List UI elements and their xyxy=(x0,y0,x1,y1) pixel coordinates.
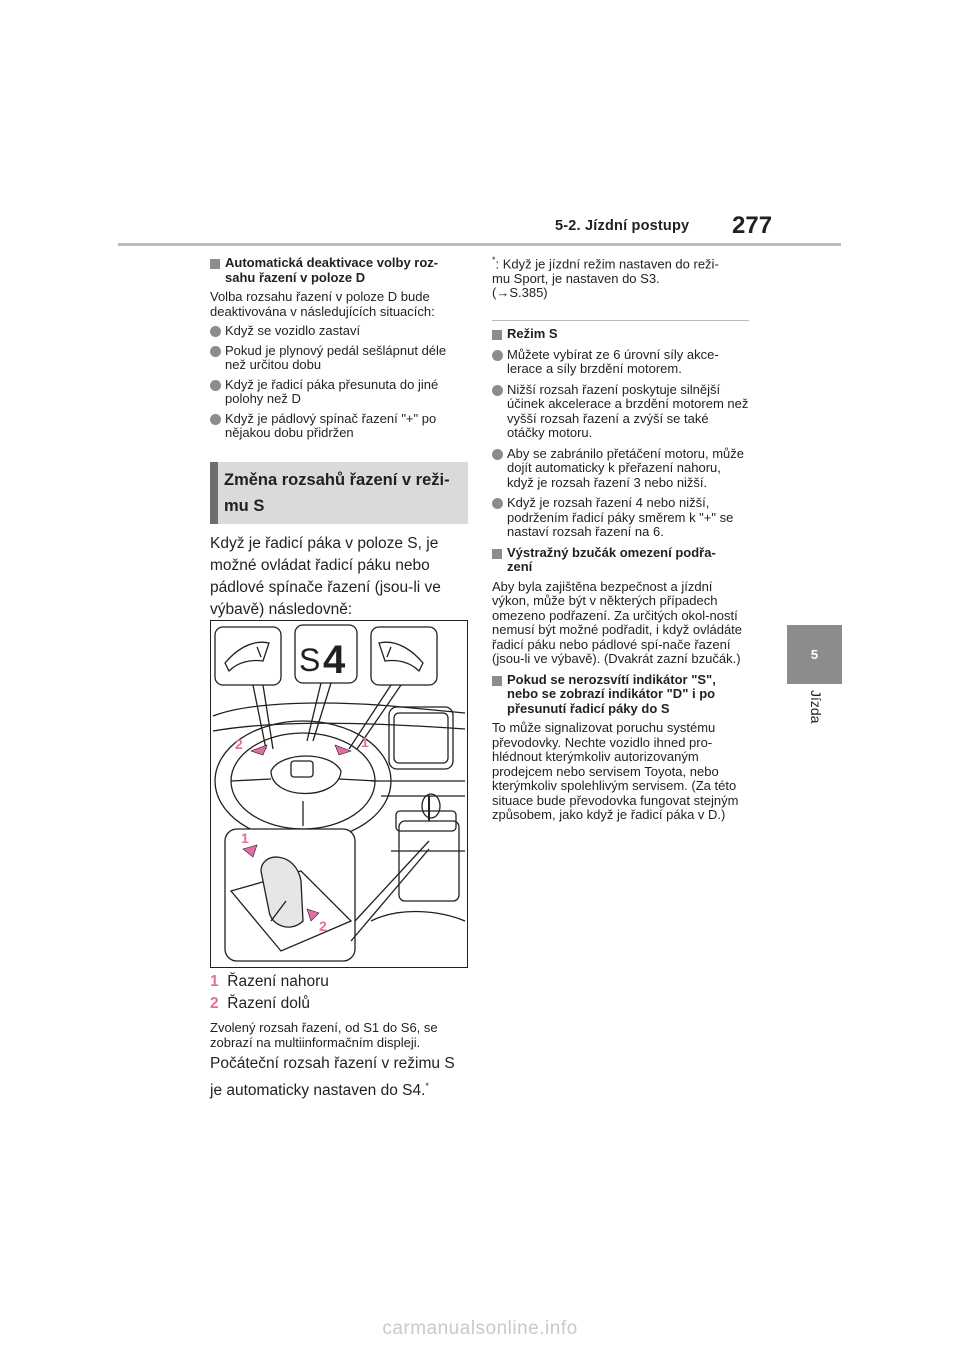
paddle-label-up: 1 xyxy=(361,734,369,750)
legend-item xyxy=(210,993,468,1015)
chapter-label xyxy=(806,690,826,750)
paragraph-deactivation: Volba rozsahu řazení v poloze D bude deaktivována v následujících situacích: xyxy=(210,289,435,319)
final-text: Počáteční rozsah řazení v režimu S je automaticky nastaven do S4. xyxy=(210,1055,455,1100)
lever-label-down: 2 xyxy=(319,918,327,934)
intro-paragraph: Když je řadicí páka v poloze S, je možné ovládat řadicí páku nebo pádlové spínače řazení (jsou-li ve výbavě) následovně: xyxy=(210,535,441,618)
footnote-separator xyxy=(492,320,749,321)
legend-text: Řazení nahoru xyxy=(227,973,329,990)
footnote-text: : Když je jízdní režim nastaven do reži- mu Sport, je nastaven do S3. (→S.385) xyxy=(492,256,719,301)
list-item: Když je řadicí páka přesunuta do jiné polohy než D xyxy=(210,378,468,407)
section-title: 5-2. Jízdní postupy xyxy=(555,218,690,234)
footnote-mark: * xyxy=(492,255,496,265)
legend-text: Řazení dolů xyxy=(227,995,310,1012)
heading-indicator: Pokud se nerozsvítí indikátor "S", nebo se zobrazí indikátor "D" i po přesunutí řadicí páky do S xyxy=(492,673,749,717)
chapter-tab: 5 xyxy=(787,625,842,684)
list-item: Když je pádlový spínač řazení "+" po nějakou dobu přidržen xyxy=(210,412,468,441)
final-paragraph xyxy=(210,1053,468,1102)
header-rule xyxy=(118,243,841,246)
shift-illustration xyxy=(210,620,468,968)
shift-illustration-drawing xyxy=(211,621,467,967)
list-item: Pokud je plynový pedál sešlápnut déle než určitou dobu xyxy=(210,344,468,373)
legend-number: 1 xyxy=(210,973,219,990)
list-item: Když se vozidlo zastaví xyxy=(210,324,468,339)
footnote-marker: * xyxy=(425,1081,429,1091)
display-gear-number: 4 xyxy=(323,638,346,682)
list-item: Nižší rozsah řazení poskytuje silnější účinek akcelerace a brzdění motorem než vyšší rozsah řazení a zvýší se také otáčky motoru. xyxy=(492,383,749,441)
page-number: 277 xyxy=(732,212,773,239)
paragraph-indicator: To může signalizovat poruchu systému převodovky. Nechte vozidlo ihned pro-hlédnout kterýmkoliv autorizovaným prodejcem nebo servisem Toyota, nebo kterýmkoliv spolehlivým servisem. (Za této situace bude převodovka fungovat stejným způsobem, jako když je řadicí páka v D.) xyxy=(492,720,739,822)
note-paragraph: Zvolený rozsah řazení, od S1 do S6, se zobrazí na multiinformačním displeji. xyxy=(210,1020,438,1050)
lever-label-up: 1 xyxy=(241,830,249,846)
legend-number: 2 xyxy=(210,995,219,1012)
display-s: S xyxy=(299,642,321,678)
footnote xyxy=(492,253,749,301)
heading-mode-s: Režim S xyxy=(492,327,749,342)
paragraph-buzzer: Aby byla zajištěna bezpečnost a jízdní výkon, může být v některých případech omezeno podřazení. Za určitých okol-ností nemusí být možné podřadit, i když ovládáte řadicí páku nebo pádlové spí-nače řazení (jsou-li ve výbavě). (Dvakrát zazní bzučák.) xyxy=(492,578,743,666)
legend-item xyxy=(210,971,468,993)
heading-auto-deactivation: Automatická deaktivace volby roz- sahu řazení v poloze D xyxy=(210,256,468,285)
watermark: carmanualsonline.info xyxy=(382,1318,578,1339)
list-item: Když je rozsah řazení 4 nebo nižší, podržením řadicí páky směrem k "+" se nastaví rozsah řazení na 6. xyxy=(492,496,749,540)
list-item: Aby se zabránilo přetáčení motoru, může dojít automaticky k přeřazení nahoru, když je rozsah řazení 3 nebo nižší. xyxy=(492,447,749,491)
chapter-label-text: Jízda xyxy=(808,690,824,724)
list-item: Můžete vybírat ze 6 úrovní síly akce-lerace a síly brzdění motorem. xyxy=(492,348,749,377)
heading-buzzer: Výstražný bzučák omezení podřa- zení xyxy=(492,546,749,575)
section-heading-bar xyxy=(210,462,218,524)
paddle-label-down: 2 xyxy=(235,736,243,752)
section-heading: Změna rozsahů řazení v reži- mu S xyxy=(224,471,450,515)
